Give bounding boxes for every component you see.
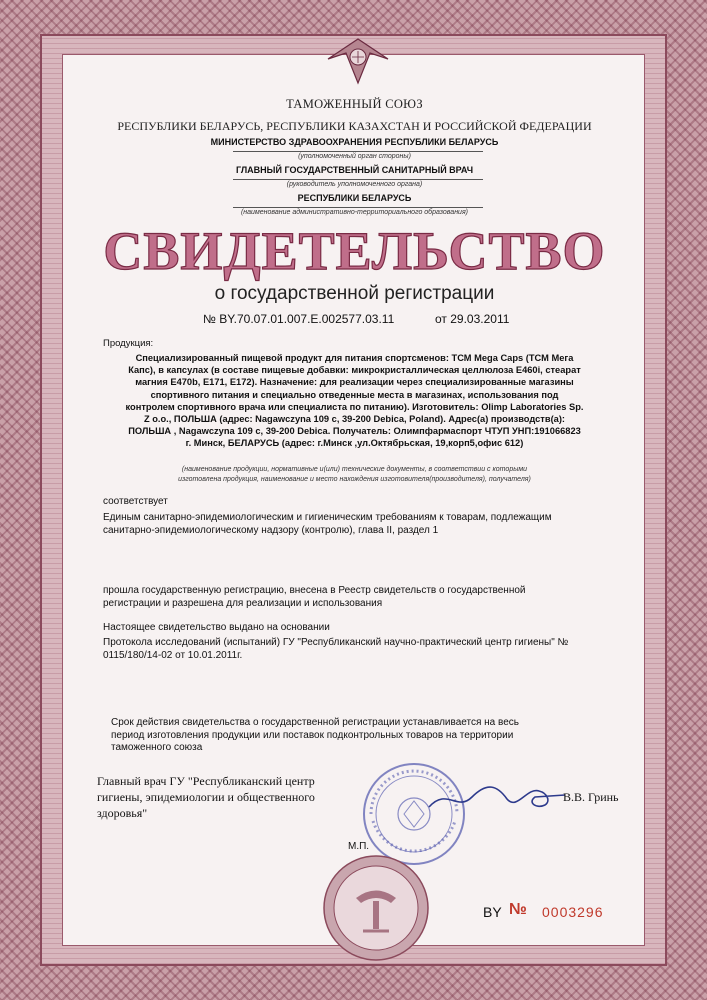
basis-text <box>103 637 633 662</box>
conformity-label: соответствует <box>103 496 168 507</box>
territory-field: РЕСПУБЛИКИ БЕЛАРУСЬ <box>297 193 412 203</box>
ministry-field: МИНИСТЕРСТВО ЗДРАВООХРАНЕНИЯ РЕСПУБЛИКИ БЕЛАРУСЬ <box>210 137 499 147</box>
serial-number-sign: № <box>509 901 527 918</box>
union-heading: ТАМОЖЕННЫЙ СОЮЗ <box>286 97 423 111</box>
signatory-name: В.В. Гринь <box>563 790 619 804</box>
product-line: магния Е470b, Е171, Е172). Назначение: для реализации через специализированные магазины <box>135 377 574 388</box>
product-line: Z o.o., ПОЛЬША (адрес: Nagawczyna 109 c, 39-200 Debica, Poland). Адрес(а) производств(а): <box>143 414 566 425</box>
product-description <box>91 352 618 450</box>
stamp-place: М.П. <box>348 841 370 852</box>
product-line: Специализированный пищевой продукт для питания спортсменов: ТСМ Mega Caps (ТСМ Мега <box>135 353 574 363</box>
product-label: Продукция: <box>103 338 154 349</box>
product-note <box>93 465 616 485</box>
divider <box>233 151 483 152</box>
divider <box>233 179 483 180</box>
official-field: ГЛАВНЫЙ ГОСУДАРСТВЕННЫЙ САНИТАРНЫЙ ВРАЧ <box>235 165 474 175</box>
signatory-line: здоровья" <box>97 806 148 820</box>
registration-line: прошла государственную регистрацию, внесена в Реестр свидетельств о государственной <box>103 585 526 596</box>
signatory-title <box>97 773 397 821</box>
certificate-subtitle: о государственной регистрации <box>214 283 495 304</box>
conformity-line: Единым санитарно-эпидемиологическим и гигиеническим требованиям к товарам, подлежащим <box>103 512 552 523</box>
customs-union-emblem-icon <box>318 31 398 91</box>
signature-icon <box>427 777 567 817</box>
product-line: спортивного питания и специально отведенные места в магазинах, использования под <box>150 389 559 400</box>
product-line: ПОЛЬША , Nagawczyna 109 c, 39-200 Debica. Получатель: Олимпфармаспорт ЧТУП УНП:191066823 <box>128 426 581 437</box>
signatory-line: гигиены, эпидемиологии и общественного <box>97 790 315 804</box>
divider <box>233 207 483 208</box>
hologram-seal-icon <box>321 853 431 963</box>
registration-text <box>103 585 633 610</box>
registration-date: от 29.03.2011 <box>435 312 510 326</box>
product-line: г. Минск, БЕЛАРУСЬ (адрес: г.Минск ,ул.Октябрьская, 19,корп5,офис 612) <box>185 438 524 449</box>
serial-prefix: BY <box>483 904 502 920</box>
basis-label: Настоящее свидетельство выдано на основании <box>103 622 330 633</box>
registration-line: регистрации и разрешена для реализации и использования <box>103 597 383 609</box>
validity-line: период изготовления продукции или поставок подконтрольных товаров на территории <box>111 729 514 741</box>
validity-line: таможенного союза <box>111 742 203 753</box>
certificate-sheet <box>62 54 645 946</box>
official-note: (руководитель уполномоченного органа) <box>286 181 423 188</box>
basis-line: 0115/180/14-02 от 10.01.2011г. <box>103 649 243 661</box>
basis-line: Протокола исследований (испытаний) ГУ "Республиканский научно-практический центр гигиены" № <box>103 637 569 648</box>
product-note-line: изготовлена продукция, наименование и место нахождения изготовителя(производителя), получателя) <box>178 476 531 483</box>
territory-note: (наименование административно-территориального образования) <box>240 209 469 216</box>
certificate-title: СВИДЕТЕЛЬСТВО <box>103 221 606 281</box>
conformity-line: санитарно-эпидемиологическому надзору (контролю), глава II, раздел 1 <box>103 524 439 536</box>
ministry-note: (уполномоченный орган стороны) <box>298 153 411 160</box>
product-line: контролем спортивного врача или специалиста по питанию). Изготовитель: Olimp Laboratories Sp. <box>125 401 584 412</box>
conformity-text <box>103 512 623 537</box>
validity-line: Срок действия свидетельства о государственной регистрации устанавливается на весь <box>111 717 519 728</box>
validity-text <box>111 717 631 755</box>
product-note-line: (наименование продукции, нормативные и(или) технические документы, в соответствии с которыми <box>181 466 528 473</box>
product-line: Капс), в капсулах (в составе пищевые добавки: микрокристаллическая целлюлоза Е460i, стеарат <box>128 365 581 376</box>
serial-number: 0003296 <box>542 904 604 920</box>
registration-number: № BY.70.07.01.007.E.002577.03.11 <box>203 312 395 326</box>
signatory-line: Главный врач ГУ "Республиканский центр <box>97 774 315 788</box>
republics-heading: РЕСПУБЛИКИ БЕЛАРУСЬ, РЕСПУБЛИКИ КАЗАХСТАН И РОССИЙСКОЙ ФЕДЕРАЦИИ <box>117 119 592 133</box>
